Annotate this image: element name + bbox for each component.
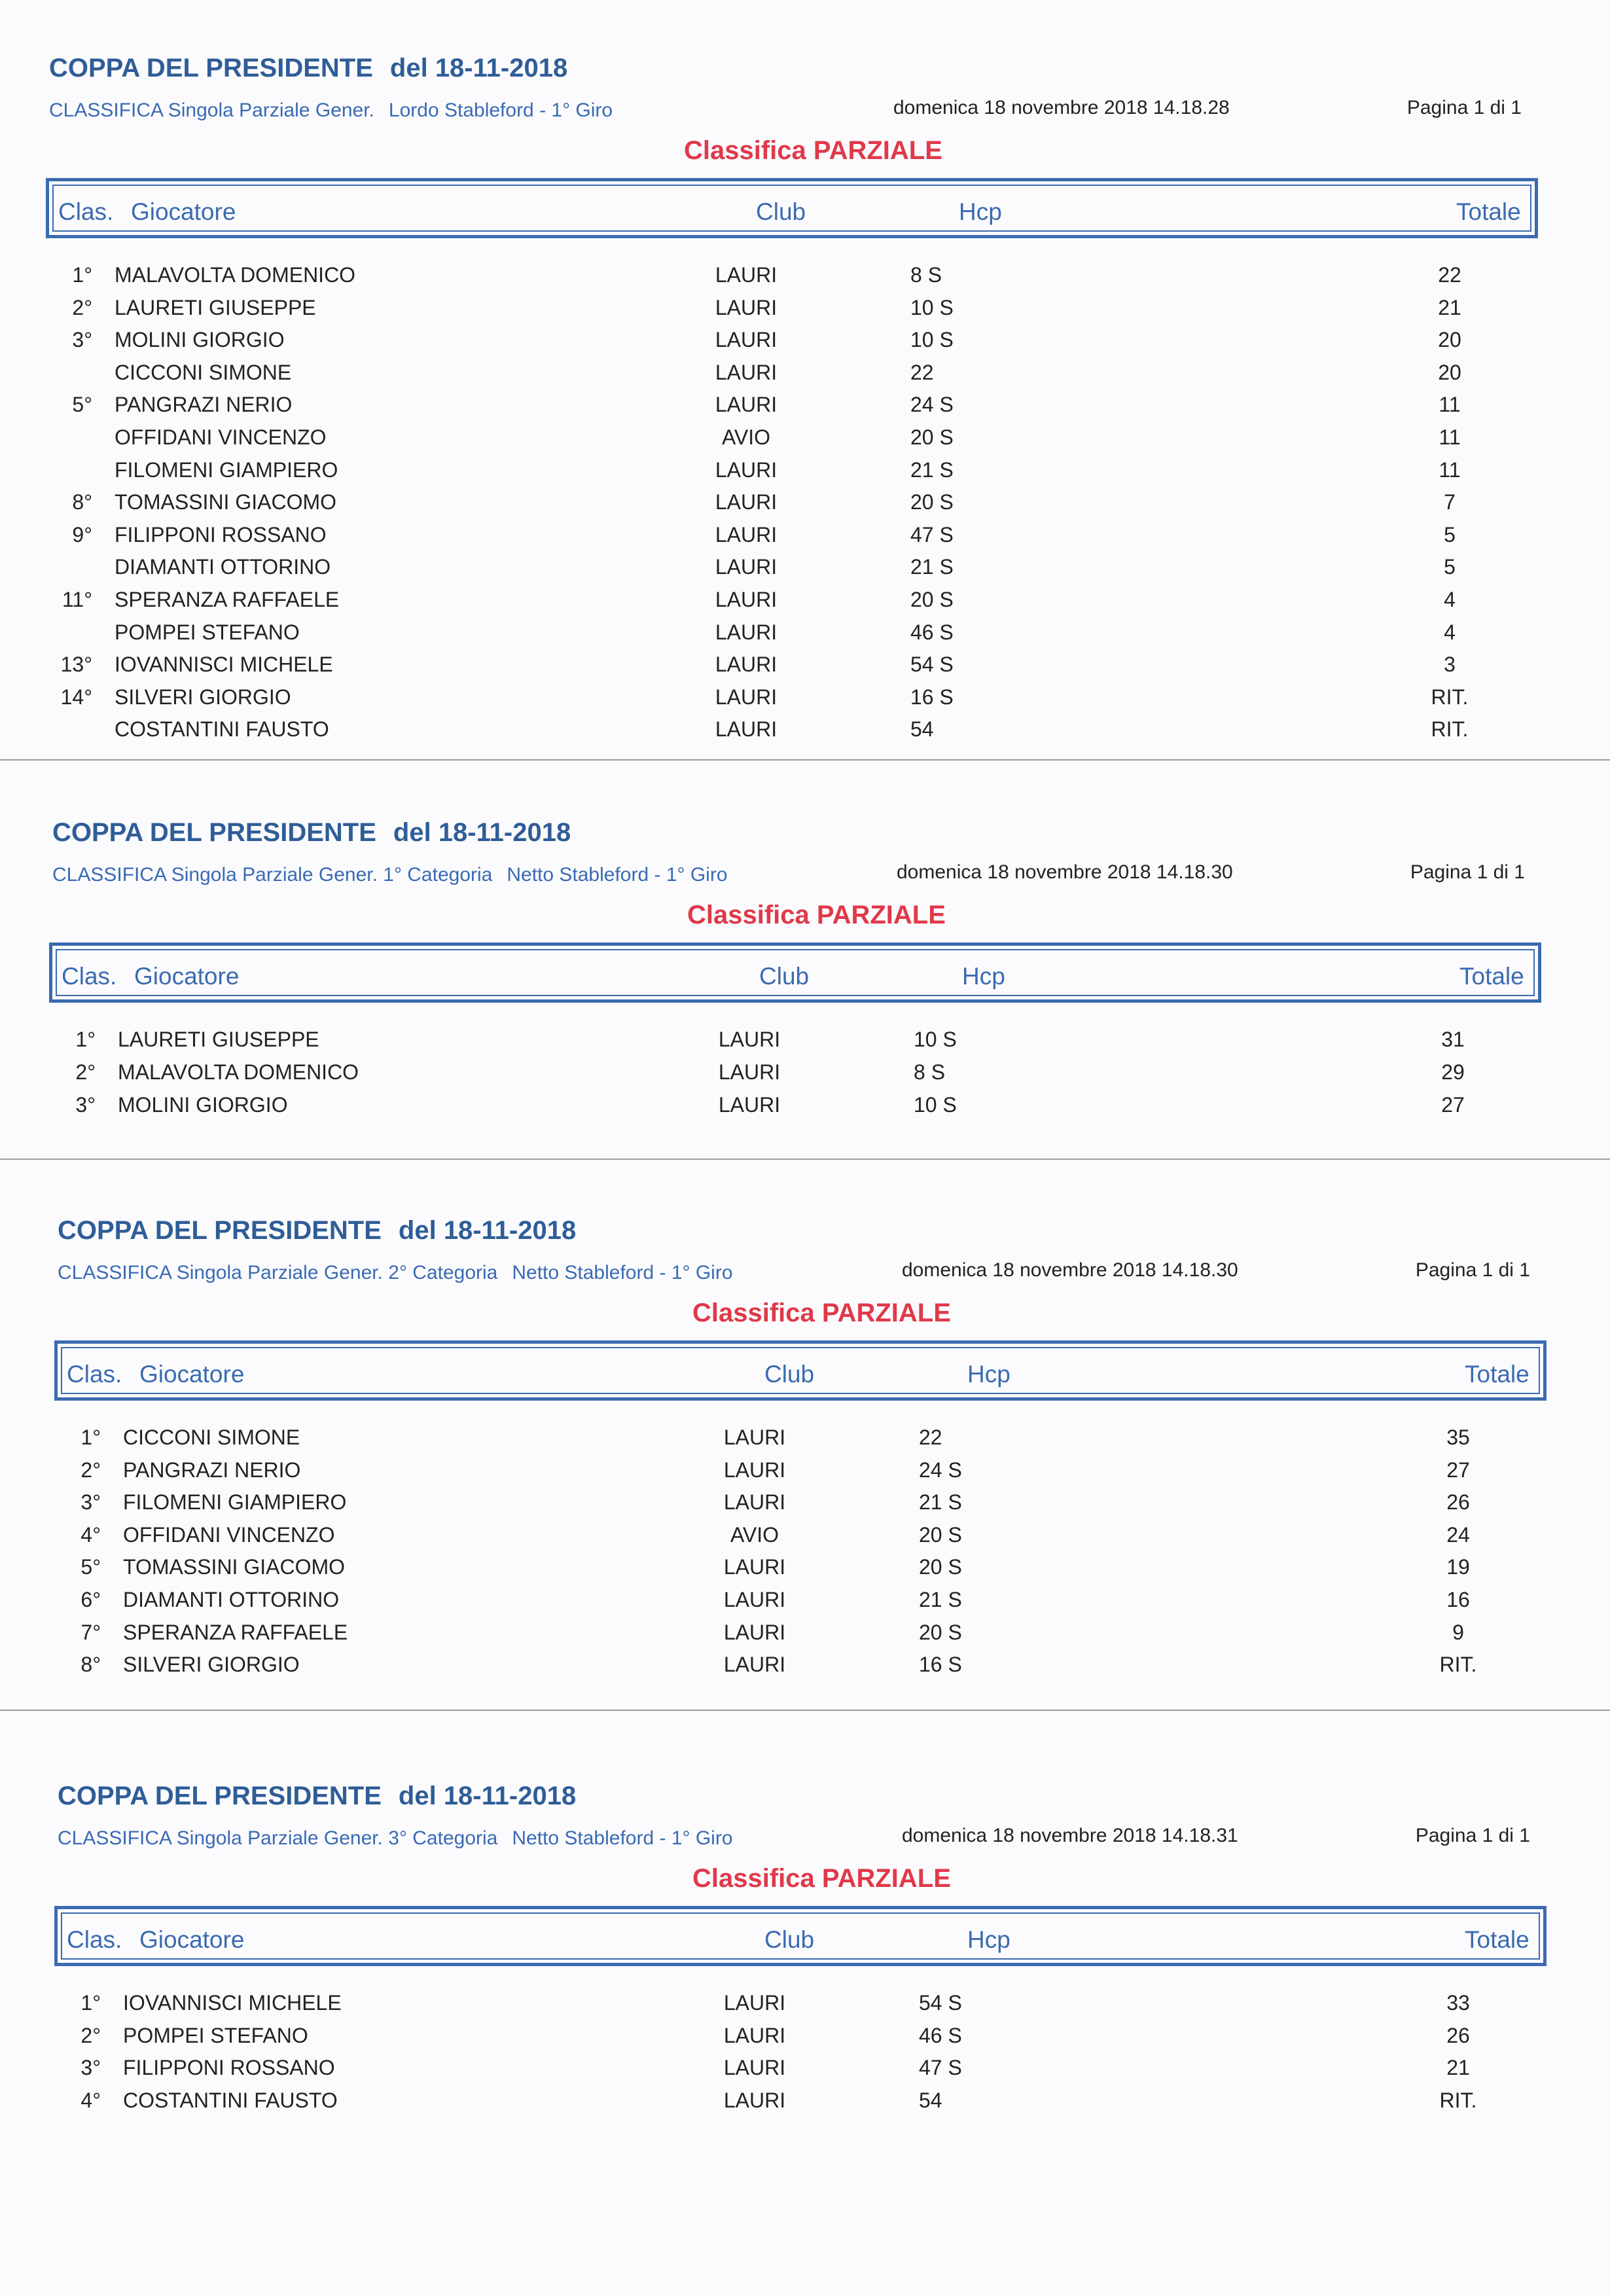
rank-cell: 5°: [72, 393, 92, 417]
table-row: [58, 2024, 1556, 2056]
header-player: Giocatore: [131, 198, 236, 225]
table-row: [49, 393, 1548, 425]
total-cell: 9: [1452, 1620, 1464, 1644]
table-row: [58, 1621, 1556, 1653]
club-cell: LAURI: [723, 1588, 786, 1611]
hcp-cell: 54 S: [919, 1991, 962, 2015]
club-cell: LAURI: [715, 393, 778, 417]
table-row: [49, 328, 1548, 361]
player-cell: SILVERI GIORGIO: [115, 685, 291, 709]
rank-cell: 11°: [62, 588, 92, 611]
header-hcp: Hcp: [967, 1926, 1011, 1953]
tournament-name: COPPA DEL PRESIDENTE: [49, 54, 373, 82]
table-row: [49, 361, 1548, 393]
ranking-label: Classifica PARZIALE: [687, 901, 946, 929]
table-row: [49, 717, 1548, 750]
club-cell: LAURI: [723, 1620, 786, 1644]
club-cell: LAURI: [715, 620, 778, 644]
player-cell: CICCONI SIMONE: [123, 1426, 300, 1449]
hcp-cell: 54 S: [910, 653, 954, 677]
table-row: [58, 1426, 1556, 1458]
table-header: [54, 1340, 1547, 1401]
print-timestamp: domenica 18 novembre 2018 14.18.28: [893, 97, 1230, 118]
total-cell: 31: [1441, 1028, 1465, 1051]
section-subtitle: [49, 99, 613, 122]
print-timestamp: domenica 18 novembre 2018 14.18.30: [897, 861, 1233, 883]
table-row: [52, 1028, 1551, 1060]
tournament-date: del 18-11-2018: [389, 54, 568, 82]
hcp-cell: 20 S: [919, 1620, 962, 1644]
hcp-cell: 54: [910, 717, 934, 742]
club-cell: AVIO: [721, 425, 771, 449]
player-cell: FILOMENI GIAMPIERO: [115, 457, 338, 482]
club-cell: LAURI: [715, 263, 778, 287]
rank-cell: 4°: [80, 2088, 101, 2112]
table-header: [46, 178, 1538, 238]
header-player: Giocatore: [139, 1361, 245, 1388]
rank-cell: 8°: [72, 490, 92, 514]
header-hcp: Hcp: [962, 963, 1005, 990]
table-row: [58, 1588, 1556, 1621]
club-cell: LAURI: [715, 522, 778, 547]
hcp-cell: 21 S: [919, 1490, 962, 1515]
player-cell: MALAVOLTA DOMENICO: [118, 1060, 359, 1084]
hcp-cell: 20 S: [910, 588, 954, 611]
player-cell: LAURETI GIUSEPPE: [118, 1028, 319, 1051]
club-cell: LAURI: [718, 1028, 781, 1051]
total-cell: 4: [1444, 588, 1456, 611]
player-cell: FILOMENI GIAMPIERO: [123, 1490, 347, 1515]
hcp-cell: 20 S: [910, 490, 954, 514]
hcp-cell: 21 S: [910, 555, 954, 579]
tournament-date: del 18-11-2018: [398, 1216, 577, 1245]
player-cell: DIAMANTI OTTORINO: [115, 555, 331, 579]
table-row: [58, 2089, 1556, 2121]
club-cell: LAURI: [723, 2088, 786, 2112]
club-cell: LAURI: [723, 1426, 786, 1449]
total-cell: 26: [1446, 2023, 1470, 2047]
player-cell: OFFIDANI VINCENZO: [115, 425, 327, 449]
print-timestamp: domenica 18 novembre 2018 14.18.31: [902, 1825, 1238, 1846]
header-clas: Clas.: [58, 198, 114, 225]
rank-cell: 13°: [60, 653, 92, 677]
club-cell: LAURI: [715, 360, 778, 384]
header-clas: Clas.: [67, 1926, 122, 1953]
hcp-cell: 16 S: [910, 685, 954, 709]
hcp-cell: 24 S: [910, 393, 954, 417]
scoring-mode: Netto Stableford - 1° Giro: [507, 864, 728, 886]
total-cell: 21: [1438, 295, 1461, 319]
table-row: [49, 425, 1548, 458]
rank-cell: 3°: [72, 328, 92, 352]
hcp-cell: 46 S: [910, 620, 954, 644]
header-total: Totale: [1456, 198, 1521, 225]
header-club: Club: [759, 963, 810, 990]
total-cell: 3: [1444, 653, 1456, 677]
rank-cell: 7°: [80, 1620, 101, 1644]
club-cell: LAURI: [718, 1060, 781, 1084]
rank-cell: 3°: [75, 1093, 96, 1117]
section-divider: [0, 1158, 1610, 1160]
total-cell: 11: [1439, 457, 1461, 482]
header-hcp: Hcp: [967, 1361, 1011, 1388]
rank-cell: 2°: [75, 1060, 96, 1084]
player-cell: LAURETI GIUSEPPE: [115, 295, 316, 319]
club-cell: LAURI: [723, 1653, 786, 1677]
player-cell: MOLINI GIORGIO: [115, 328, 285, 352]
rank-cell: 1°: [72, 263, 92, 287]
hcp-cell: 46 S: [919, 2023, 962, 2047]
table-row: [52, 1093, 1551, 1126]
hcp-cell: 20 S: [919, 1555, 962, 1579]
total-cell: RIT.: [1431, 717, 1469, 742]
section-title: [58, 1216, 576, 1246]
player-cell: MALAVOLTA DOMENICO: [115, 263, 356, 287]
total-cell: 33: [1446, 1991, 1470, 2015]
hcp-cell: 20 S: [919, 1522, 962, 1547]
section-divider: [0, 759, 1610, 761]
club-cell: AVIO: [730, 1522, 779, 1547]
table-header: [49, 942, 1541, 1003]
table-row: [58, 2056, 1556, 2089]
section-title: [58, 1782, 576, 1811]
table-row: [49, 588, 1548, 620]
player-cell: POMPEI STEFANO: [123, 2023, 308, 2047]
club-cell: LAURI: [715, 653, 778, 677]
club-cell: LAURI: [723, 1991, 786, 2015]
table-row: [49, 685, 1548, 718]
total-cell: 5: [1444, 522, 1456, 547]
header-club: Club: [764, 1926, 815, 1953]
hcp-cell: 21 S: [919, 1588, 962, 1611]
page-number: Pagina 1 di 1: [1406, 97, 1522, 118]
scoring-mode: Lordo Stableford - 1° Giro: [388, 99, 613, 121]
total-cell: 11: [1439, 393, 1461, 417]
hcp-cell: 47 S: [910, 522, 954, 547]
rank-cell: 3°: [80, 2056, 101, 2080]
header-clas: Clas.: [67, 1361, 122, 1388]
club-cell: LAURI: [723, 1555, 786, 1579]
table-row: [49, 458, 1548, 491]
table-row: [49, 263, 1548, 296]
classification-type: CLASSIFICA Singola Parziale Gener. 2° Categoria: [58, 1262, 498, 1283]
rank-cell: 4°: [80, 1522, 101, 1547]
total-cell: 27: [1446, 1458, 1470, 1482]
rank-cell: 2°: [72, 295, 92, 319]
club-cell: LAURI: [715, 457, 778, 482]
ranking-label: Classifica PARZIALE: [692, 1299, 951, 1327]
scoring-mode: Netto Stableford - 1° Giro: [512, 1262, 733, 1283]
section-subtitle: [58, 1262, 733, 1284]
tournament-name: COPPA DEL PRESIDENTE: [58, 1216, 382, 1245]
rank-cell: 3°: [80, 1490, 101, 1515]
section-subtitle: [52, 864, 728, 886]
table-header: [54, 1906, 1547, 1966]
table-row: [49, 620, 1548, 653]
total-cell: RIT.: [1431, 685, 1469, 709]
rank-cell: 1°: [80, 1426, 101, 1449]
hcp-cell: 22: [910, 360, 934, 384]
table-row: [58, 1458, 1556, 1491]
club-cell: LAURI: [723, 1458, 786, 1482]
header-total: Totale: [1465, 1361, 1530, 1388]
hcp-cell: 24 S: [919, 1458, 962, 1482]
rank-cell: 1°: [75, 1028, 96, 1051]
hcp-cell: 20 S: [910, 425, 954, 449]
club-cell: LAURI: [723, 2023, 786, 2047]
table-row: [49, 523, 1548, 556]
club-cell: LAURI: [715, 685, 778, 709]
player-cell: PANGRAZI NERIO: [115, 393, 293, 417]
total-cell: RIT.: [1439, 1653, 1477, 1677]
player-cell: IOVANNISCI MICHELE: [115, 653, 333, 677]
total-cell: 20: [1438, 328, 1461, 352]
player-cell: IOVANNISCI MICHELE: [123, 1991, 342, 2015]
tournament-date: del 18-11-2018: [393, 818, 571, 847]
hcp-cell: 22: [919, 1426, 942, 1449]
total-cell: 29: [1441, 1060, 1465, 1084]
table-row: [58, 1555, 1556, 1588]
table-row: [52, 1060, 1551, 1093]
ranking-label: Classifica PARZIALE: [692, 1864, 951, 1893]
section-title: [49, 54, 567, 83]
total-cell: 21: [1446, 2056, 1470, 2080]
hcp-cell: 10 S: [914, 1028, 957, 1051]
table-row: [58, 1490, 1556, 1523]
header-total: Totale: [1465, 1926, 1530, 1953]
tournament-name: COPPA DEL PRESIDENTE: [58, 1782, 382, 1810]
player-cell: CICCONI SIMONE: [115, 360, 292, 384]
classification-type: CLASSIFICA Singola Parziale Gener.: [49, 99, 374, 121]
table-row: [49, 296, 1548, 329]
player-cell: MOLINI GIORGIO: [118, 1093, 288, 1117]
player-cell: FILIPPONI ROSSANO: [123, 2056, 335, 2080]
rank-cell: 8°: [80, 1653, 101, 1677]
total-cell: 19: [1446, 1555, 1470, 1579]
page-number: Pagina 1 di 1: [1415, 1259, 1530, 1281]
total-cell: 26: [1446, 1490, 1470, 1515]
player-cell: SILVERI GIORGIO: [123, 1653, 300, 1677]
total-cell: 35: [1446, 1426, 1470, 1449]
player-cell: COSTANTINI FAUSTO: [123, 2088, 338, 2112]
hcp-cell: 54: [919, 2088, 942, 2112]
total-cell: 11: [1439, 425, 1461, 449]
player-cell: FILIPPONI ROSSANO: [115, 522, 327, 547]
rank-cell: 6°: [80, 1588, 101, 1611]
table-row: [49, 653, 1548, 685]
club-cell: LAURI: [718, 1093, 781, 1117]
player-cell: TOMASSINI GIACOMO: [115, 490, 336, 514]
total-cell: RIT.: [1439, 2088, 1477, 2112]
scoring-mode: Netto Stableford - 1° Giro: [512, 1827, 733, 1849]
player-cell: DIAMANTI OTTORINO: [123, 1588, 340, 1611]
classification-type: CLASSIFICA Singola Parziale Gener. 3° Categoria: [58, 1827, 498, 1849]
hcp-cell: 10 S: [910, 295, 954, 319]
rank-cell: 2°: [80, 1458, 101, 1482]
club-cell: LAURI: [715, 555, 778, 579]
player-cell: SPERANZA RAFFAELE: [115, 588, 340, 611]
rank-cell: 5°: [80, 1555, 101, 1579]
club-cell: LAURI: [715, 588, 778, 611]
header-player: Giocatore: [139, 1926, 245, 1953]
section-subtitle: [58, 1827, 733, 1850]
header-club: Club: [764, 1361, 815, 1388]
hcp-cell: 16 S: [919, 1653, 962, 1677]
rank-cell: 9°: [72, 522, 92, 547]
table-row: [49, 555, 1548, 588]
hcp-cell: 47 S: [919, 2056, 962, 2080]
player-cell: SPERANZA RAFFAELE: [123, 1620, 348, 1644]
table-row: [58, 1523, 1556, 1556]
hcp-cell: 21 S: [910, 457, 954, 482]
total-cell: 27: [1441, 1093, 1465, 1117]
page-number: Pagina 1 di 1: [1415, 1825, 1530, 1846]
table-row: [58, 1991, 1556, 2024]
club-cell: LAURI: [723, 1490, 786, 1515]
header-club: Club: [756, 198, 806, 225]
club-cell: LAURI: [715, 490, 778, 514]
header-total: Totale: [1459, 963, 1524, 990]
total-cell: 16: [1446, 1588, 1470, 1611]
club-cell: LAURI: [715, 717, 778, 742]
player-cell: TOMASSINI GIACOMO: [123, 1555, 345, 1579]
tournament-name: COPPA DEL PRESIDENTE: [52, 818, 376, 847]
total-cell: 5: [1444, 555, 1456, 579]
page-number: Pagina 1 di 1: [1410, 861, 1525, 883]
header-hcp: Hcp: [959, 198, 1002, 225]
rank-cell: 14°: [60, 685, 92, 709]
hcp-cell: 8 S: [914, 1060, 946, 1084]
club-cell: LAURI: [723, 2056, 786, 2080]
section-divider: [0, 1710, 1610, 1711]
player-cell: OFFIDANI VINCENZO: [123, 1522, 335, 1547]
table-row: [49, 490, 1548, 523]
player-cell: POMPEI STEFANO: [115, 620, 300, 644]
header-player: Giocatore: [134, 963, 240, 990]
section-title: [52, 818, 571, 848]
player-cell: COSTANTINI FAUSTO: [115, 717, 329, 742]
rank-cell: 1°: [80, 1991, 101, 2015]
header-clas: Clas.: [62, 963, 117, 990]
table-row: [58, 1653, 1556, 1685]
total-cell: 20: [1438, 360, 1461, 384]
club-cell: LAURI: [715, 328, 778, 352]
rank-cell: 2°: [80, 2023, 101, 2047]
club-cell: LAURI: [715, 295, 778, 319]
total-cell: 4: [1444, 620, 1456, 644]
player-cell: PANGRAZI NERIO: [123, 1458, 301, 1482]
ranking-label: Classifica PARZIALE: [684, 136, 942, 165]
hcp-cell: 8 S: [910, 263, 942, 287]
classification-type: CLASSIFICA Singola Parziale Gener. 1° Categoria: [52, 864, 493, 886]
total-cell: 7: [1444, 490, 1456, 514]
hcp-cell: 10 S: [914, 1093, 957, 1117]
tournament-date: del 18-11-2018: [398, 1782, 577, 1810]
total-cell: 22: [1438, 263, 1461, 287]
print-timestamp: domenica 18 novembre 2018 14.18.30: [902, 1259, 1238, 1281]
total-cell: 24: [1446, 1522, 1470, 1547]
hcp-cell: 10 S: [910, 328, 954, 352]
